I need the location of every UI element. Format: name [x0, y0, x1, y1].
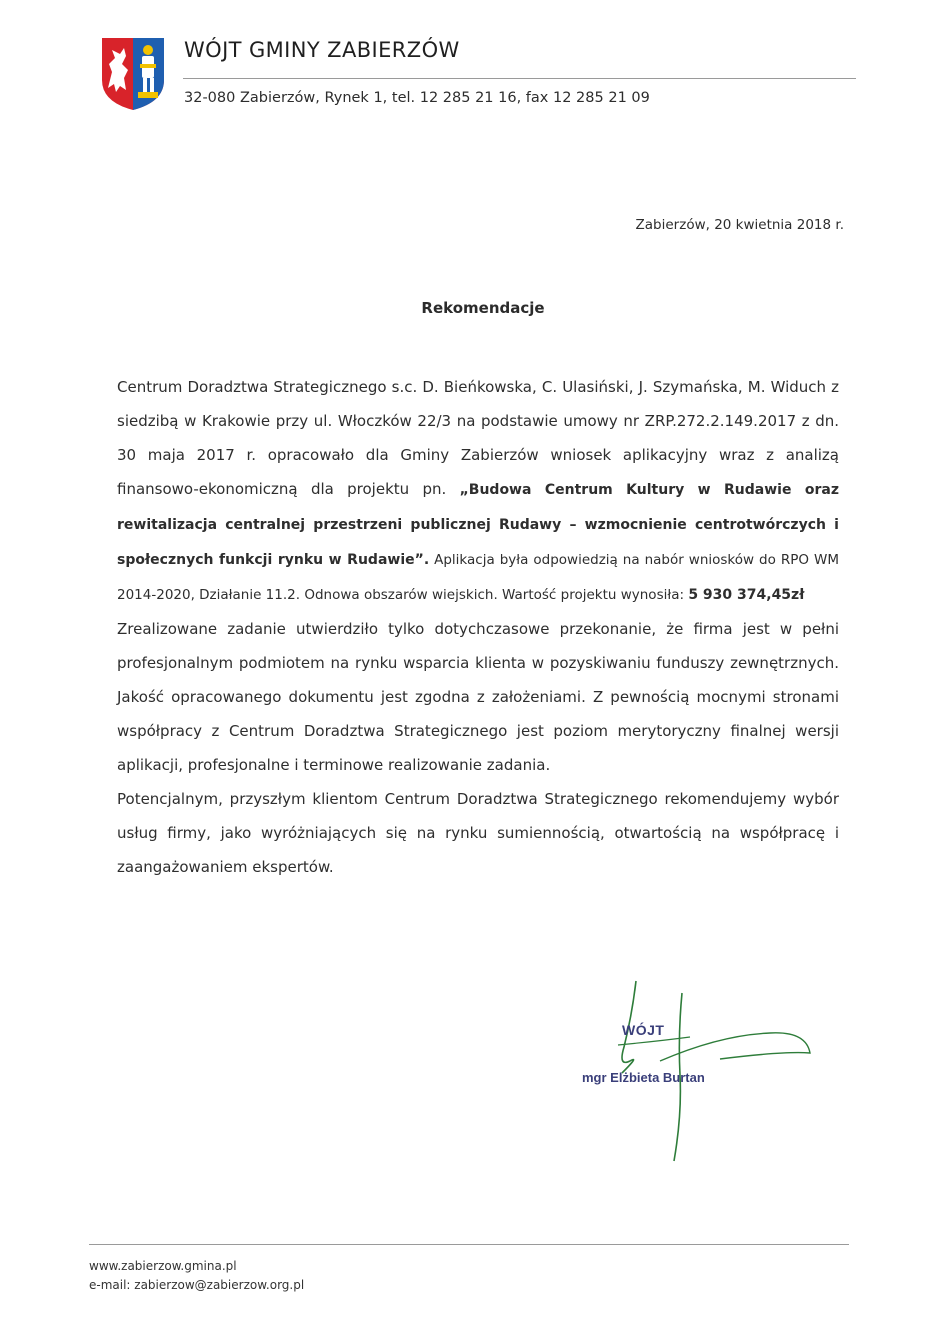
- project-name: „Budowa Centrum Kultury w Rudawie oraz rewitalizacja centralnej przestrzeni publicznej Rudawy – wzmocnienie centrotwórczych i społecznych funkcji rynku w Rudawie”.: [117, 482, 839, 568]
- coat-of-arms-icon: [100, 36, 166, 112]
- header-divider: [183, 78, 856, 79]
- organization-title: WÓJT GMINY ZABIERZÓW: [184, 38, 460, 62]
- footer-website: www.zabierzow.gmina.pl: [89, 1259, 237, 1273]
- project-value: 5 930 374,45zł: [688, 587, 805, 603]
- organization-address: 32-080 Zabierzów, Rynek 1, tel. 12 285 21 16, fax 12 285 21 09: [184, 90, 650, 106]
- stamp-title: WÓJT: [622, 1022, 665, 1038]
- footer-email: e-mail: zabierzow@zabierzow.org.pl: [89, 1278, 305, 1292]
- paragraph-1: [117, 370, 839, 612]
- signature-block: [570, 975, 830, 1165]
- paragraph-1-intro: Centrum Doradztwa Strategicznego s.c. D. Bieńkowska, C. Ulasiński, J. Szymańska, M. Widuch z siedzibą w Krakowie przy ul. Włoczków 22/3 na podstawie umowy nr ZRP.272.2.149.2017 z dn. 30 maja 2017 r. opracowało dla Gminy Zabierzów wniosek aplikacyjny wraz z analizą finansowo-ekonomiczną dla projektu pn.: [117, 378, 839, 498]
- document-title: Rekomendacje: [421, 299, 545, 317]
- letter-date: Zabierzów, 20 kwietnia 2018 r.: [635, 217, 844, 233]
- paragraph-2: Zrealizowane zadanie utwierdziło tylko dotychczasowe przekonanie, że firma jest w pełni profesjonalnym podmiotem na rynku wsparcia klienta w pozyskiwaniu funduszy zewnętrznych. Jakość opracowanego dokumentu jest zgodna z założeniami. Z pewnością mocnymi stronami współpracy z Centrum Doradztwa Strategicznego jest poziom merytoryczny finalnej wersji aplikacji, profesjonalne i terminowe realizowanie zadania.: [117, 620, 839, 774]
- letter-body: [117, 370, 839, 884]
- stamp-name: mgr Elżbieta Burtan: [582, 1070, 705, 1085]
- paragraph-1-program: Aplikacja była odpowiedzią na nabór wniosków do RPO WM 2014-2020, Działanie 11.2. Odnowa obszarów wiejskich. Wartość projektu wynosiła:: [117, 552, 839, 603]
- paragraph-3: Potencjalnym, przyszłym klientom Centrum Doradztwa Strategicznego rekomendujemy wybór usług firmy, jako wyróżniających się na rynku sumiennością, otwartością na współpracę i zaangażowaniem ekspertów.: [117, 790, 839, 876]
- footer-divider: [89, 1244, 849, 1245]
